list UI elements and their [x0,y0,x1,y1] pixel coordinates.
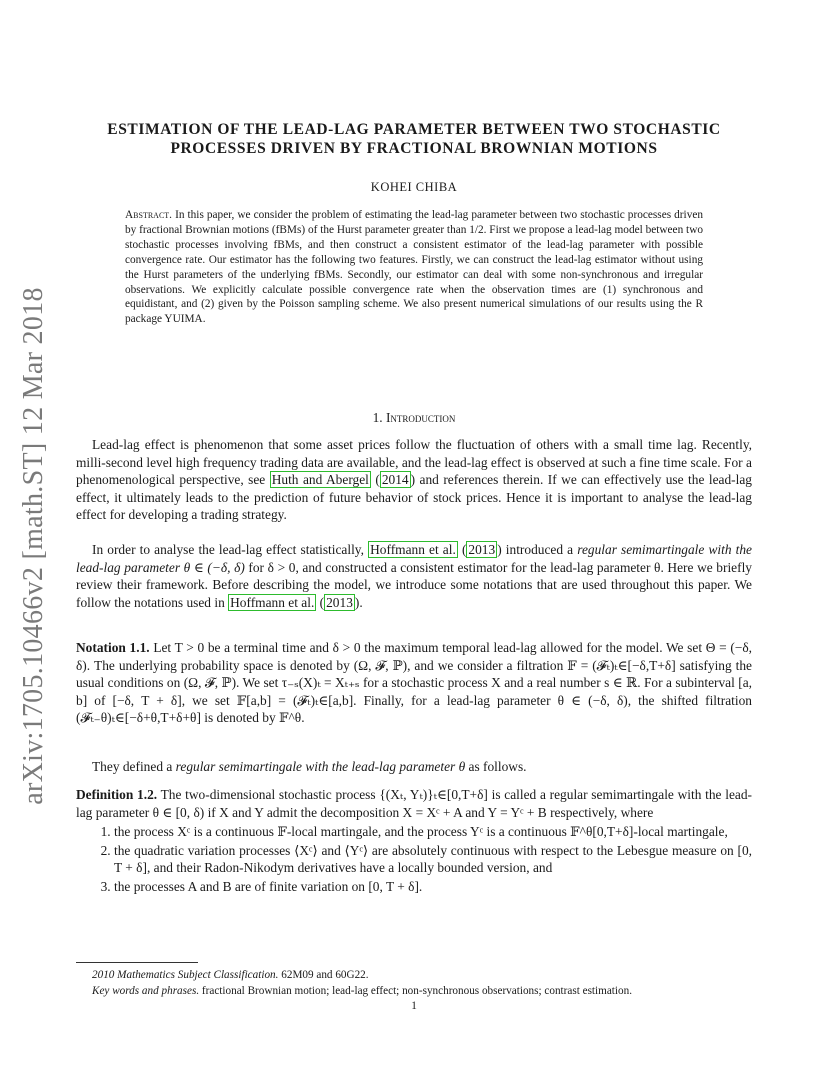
citation-huth-abergel[interactable]: Huth and Abergel [271,472,369,487]
definition-item-3: 3. the processes A and B are of finite variation on [0, T + δ]. [114,878,752,896]
notation-text: Let T > 0 be a terminal time and δ > 0 the maximum temporal lead-lag allowed for the model. We set Θ = (−δ, δ). The underlying probability space is denoted by (Ω, 𝓕, ℙ), and we consider a filtration 𝔽 = (𝓕ₜ)ₜ∈[−δ,T+δ] satisfying the usual conditions on (Ω, 𝓕, ℙ). We set τ₋ₛ(X)ₜ = Xₜ₊ₛ for a stochastic process X and a real number s ∈ ℝ. For a subinterval [a, b] of [−δ, T + δ], we set 𝔽[a,b] = (𝓕ₜ)ₜ∈[a,b]. Finally, for a lead-lag parameter θ ∈ (−δ, δ), the shifted filtration (𝓕ₜ₋θ)ₜ∈[−δ+θ,T+δ+θ] is denoted by 𝔽^θ. [76,640,752,725]
citation-huth-abergel-year[interactable]: 2014 [381,472,409,487]
para2-emphasis: regular semimartingale with the lead-lag parameter θ ∈ (−δ, δ) [76,542,753,575]
para1-text-2: and references therein. If we can effectively use the lead-lag effect, it ultimately leads to the prediction of future behavior of stock prices. Hence it is important to analyse the lead-lag effect for developing a trading strategy. [76,472,752,522]
definition-item-2: 2. the quadratic variation processes ⟨Xᶜ⟩ and ⟨Yᶜ⟩ are absolutely continuous with respect to the Lebesgue measure on [0, T + δ], and their Radon-Nikodym derivatives have a locally bounded version, and [114,842,752,877]
para2-text-4: . [359,594,363,610]
msc-value: 62M09 and 60G22. [281,969,369,981]
notation-label: Notation 1.1. [76,640,150,655]
para3-text-2: as follows. [465,759,527,774]
keywords-value: fractional Brownian motion; lead-lag effect; non-synchronous observations; contrast estimation. [201,985,633,997]
section-number: 1. [372,410,383,425]
definition-list [76,823,752,895]
footnote-rule [76,962,198,963]
section-heading [0,410,828,426]
para2-text-2: introduced a [501,542,578,557]
definition-text: The two-dimensional stochastic process {(Xₜ, Yₜ)}ₜ∈[0,T+δ] is called a regular semimartingale with the lead-lag parameter θ ∈ [0, δ) if X and Y admit the decomposition X = Xᶜ + A and Y = Yᶜ + B respectively, where [76,787,752,820]
keywords-label: Key words and phrases. [92,985,200,997]
definition-label: Definition 1.2. [76,787,158,802]
definition-item-1: 1. the process Xᶜ is a continuous 𝔽-local martingale, and the process Yᶜ is a continuous 𝔽^θ[0,T+δ]-local martingale, [114,823,752,841]
notation-block [76,639,752,727]
paper-title: ESTIMATION OF THE LEAD-LAG PARAMETER BETWEEN TWO STOCHASTIC PROCESSES DRIVEN BY FRACTIONAL BROWNIAN MOTIONS [107,121,721,157]
definition-block [76,786,752,896]
citation-hoffmann-2[interactable]: Hoffmann et al. [230,594,315,610]
para3-text-1: They defined a [92,759,176,774]
para2-text-1: In order to analyse the lead-lag effect statistically, [92,542,369,557]
citation-hoffmann[interactable]: Hoffmann et al. [370,542,456,557]
page-number: 1 [411,1000,417,1012]
section-title: Introduction [385,410,456,425]
abstract [125,208,703,327]
intro-paragraph-3 [76,758,752,776]
footnote-keywords [92,983,752,999]
citation-hoffmann-year[interactable]: 2013 [468,542,496,557]
para2-text-3: for δ > 0, and constructed a consistent estimator for the lead-lag parameter θ. Here we briefly review their framework. Before describing the model, we introduce some notations that are used throughout this paper. We follow the notations used in [76,559,753,610]
para1-text-1: Lead-lag effect is phenomenon that some asset prices follow the fluctuation of others with a small time lag. Recently, milli-second level high frequency trading data are available, and the lead-lag effect is observed at such a fine time scale. For a phenomenological perspective, see [76,437,752,487]
para3-emphasis: regular semimartingale with the lead-lag parameter θ [175,759,466,774]
paper-author: KOHEI CHIBA [370,180,458,194]
intro-paragraph-1: Lead-lag effect is phenomenon that some asset prices follow the fluctuation of others with a small time lag. Recently, milli-second level high frequency trading data are available, and the lead-lag effect is observed at such a fine time scale. For a phenomenological perspective, see Huth and Abergel ( 2014 ) and references therein. If we can effectively use the lead-lag effect, it ultimately leads to the prediction of future behavior of stock prices. Hence it is important to analyse the lead-lag effect for developing a trading strategy. [76,437,752,522]
citation-hoffmann-2-year[interactable]: 2013 [326,594,353,610]
abstract-heading: Abstract. [125,209,172,221]
msc-label: 2010 Mathematics Subject Classification. [92,969,279,981]
intro-paragraph-2: In order to analyse the lead-lag effect statistically, Hoffmann et al. ( 2013 ) introduced a regular semimartingale with the lead-lag parameter θ ∈ (−δ, δ) for δ > 0, and constructed a consistent estimator for the lead-lag parameter θ. Here we briefly review their framework. Before describing the model, we introduce some notations that are used throughout this paper. We follow the notations used in Hoffmann et al. ( 2013 ). [76,542,753,610]
abstract-text: In this paper, we consider the problem of estimating the lead-lag parameter between two stochastic processes driven by fractional Brownian motions (fBMs) of the Hurst parameter greater than 1/2. First we propose a lead-lag model between two stochastic processes involving fBMs, and then construct a consistent estimator of the lead-lag parameter with possible convergence rate. Our estimator has the following two features. Firstly, we can construct the lead-lag estimator without using the Hurst parameters of the underlying fBMs. Secondly, our estimator can deal with some non-synchronous and irregular observations. We explicitly calculate possible convergence rate when the observation times are (1) synchronous and equidistant, and (2) given by the Poisson sampling scheme. We also present numerical simulations of our results using the R package YUIMA. [125,209,704,326]
footnote-msc [92,967,752,983]
footnotes [92,967,752,999]
arxiv-identifier: arXiv:1705.10466v2 [math.ST] 12 Mar 2018 [18,287,49,805]
